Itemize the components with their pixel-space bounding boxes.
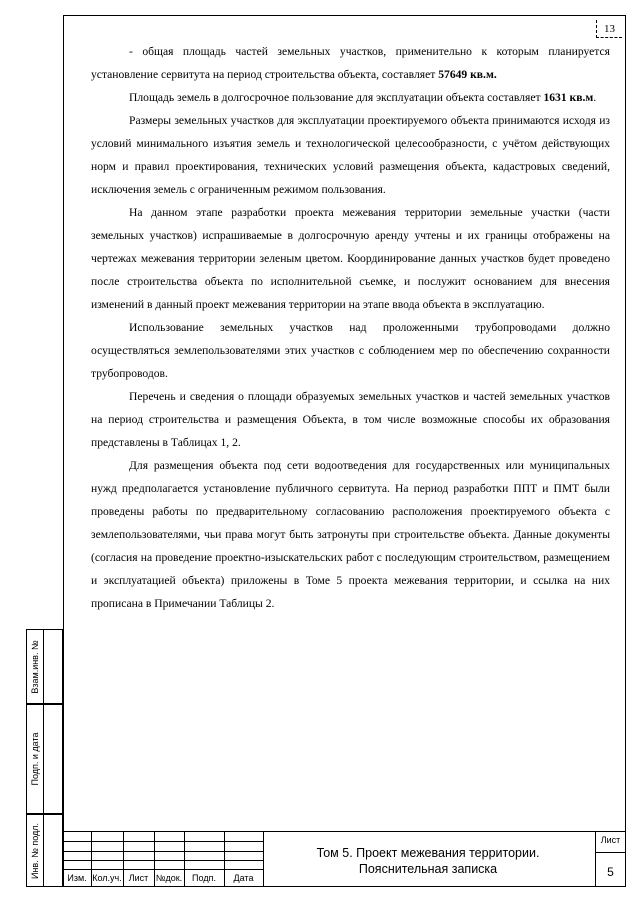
text-run: . [593, 91, 597, 104]
document-title [263, 845, 593, 877]
document-body [91, 40, 610, 615]
sheet-label: Лист [600, 835, 621, 845]
text-run: Размеры земельных участков для эксплуатации проектируемого объекта принимаются исходя из условий минимального изъятия земель и технологической целесообразности, с учётом действующих норм и правил проектирования, технических условий размещения объекта, кадастровых сведений, исключения земель с ограниченным режимом пользования. [91, 114, 610, 196]
tb-header-list: Лист [128, 873, 149, 883]
paragraph [91, 454, 610, 615]
stamp-podp-label: Подп. и дата [30, 732, 40, 786]
text-run: Для размещения объекта под сети водоотведения для государственных или муниципальных нужд предполагается установление публичного сервитута. На период разработки ППТ и ПМТ были проведены работы по предварительному согласованию расположения проектируемого объекта с землепользователями, чьи права могут быть затронуты при строительстве объекта. Данные документы (согласия на проведение проектно-изыскательских работ с последующим строительством, размещением и эксплуатацией объекта) приложены в Томе 5 проекта межевания территории, и ссылка на них прописана в Примечании Таблицы 2. [91, 459, 610, 610]
paragraph [91, 86, 610, 109]
stamp-inv-value [44, 815, 62, 886]
stamp-vzam-value [44, 630, 62, 703]
text-run: Площадь земель в долгосрочное пользование для эксплуатации объекта составляет [129, 91, 544, 104]
text-run: Перечень и сведения о площади образуемых земельных участков и частей земельных участков на период строительства и размещения Объекта, в том числе возможные способы их образования представлены в Таблицах 1, 2. [91, 390, 610, 449]
paragraph [91, 385, 610, 454]
text-run: Использование земельных участков над проложенными трубопроводами должно осуществляться землепользователями этих участков с соблюдением мер по обеспечению сохранности трубопроводов. [91, 321, 610, 380]
document-title-line2: Пояснительная записка [358, 862, 498, 876]
bold-text: 57649 кв.м. [438, 68, 497, 81]
bold-text: 1631 кв.м [543, 91, 594, 104]
document-title-line1: Том 5. Проект межевания территории. [316, 846, 540, 860]
stamp-inv [26, 814, 63, 887]
sheet-number: 5 [607, 865, 614, 879]
stamp-inv-label: Инв. № подл. [30, 822, 40, 879]
text-run: - общая площадь частей земельных участков, применительно к которым планируется установление сервитута на период строительства объекта, составляет [91, 45, 610, 81]
stamp-podp [26, 704, 63, 814]
paragraph [91, 316, 610, 385]
tb-header-izm: Изм. [67, 873, 87, 883]
stamp-vzam-label: Взам.инв. № [30, 639, 40, 694]
tb-header-data: Дата [233, 873, 254, 883]
stamp-podp-value [44, 705, 62, 813]
paragraph [91, 201, 610, 316]
title-block [63, 831, 626, 887]
text-run: На данном этапе разработки проекта межевания территории земельные участки (части земельных участков) испрашиваемые в долгосрочную аренду учтены и их границы отображены на чертежах межевания территории зеленым цветом. Координирование данных участков будет проведено после строительства объекта по исполнительной съемке, и послужит основанием для внесения изменений в данный проект межевания территории на этапе ввода объекта в эксплуатацию. [91, 206, 610, 311]
page-number: 13 [596, 20, 622, 38]
paragraph [91, 40, 610, 86]
tb-header-podp: Подп. [192, 873, 216, 883]
tb-header-ndok: №док. [155, 873, 183, 883]
paragraph [91, 109, 610, 201]
stamp-vzam [26, 629, 63, 704]
tb-header-koluch: Кол.уч. [92, 873, 122, 883]
